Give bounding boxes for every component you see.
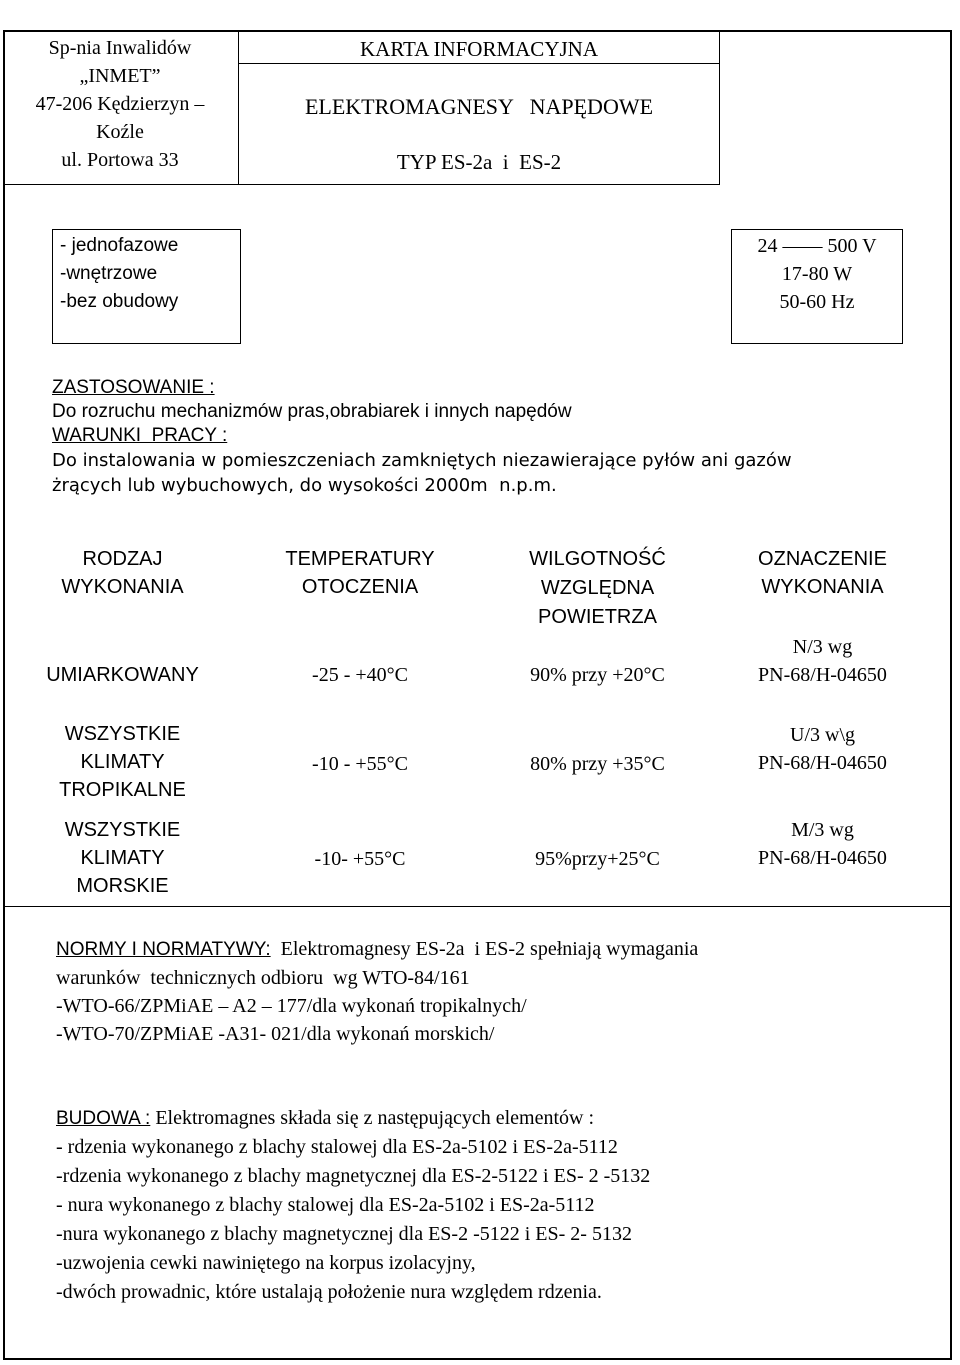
- application-heading: ZASTOSOWANIE :: [52, 377, 215, 398]
- company-line: 47-206 Kędzierzyn –: [35, 93, 205, 115]
- construction-heading: BUDOWA :: [56, 1108, 151, 1129]
- header-bottom-rule: [3, 184, 720, 185]
- marking-text: M/3 wg: [791, 819, 854, 841]
- type-text: KLIMATY: [80, 847, 165, 869]
- features-left: [60, 232, 178, 316]
- marking-text: U/3 w\g: [790, 724, 855, 746]
- norms-section: [56, 935, 698, 1048]
- marking-text: PN-68/H-04650: [758, 752, 887, 774]
- row-3-temperature: -10- +55°C: [314, 848, 406, 870]
- construction-item: - nura wykonanego z blachy stalowej dla ES-2a-5102 i ES-2a-5112: [56, 1194, 595, 1216]
- type-text: KLIMATY: [80, 751, 165, 773]
- table-bottom-rule: [3, 906, 952, 907]
- feature-item: -wnętrzowe: [60, 263, 158, 284]
- type-text: MORSKIE: [76, 875, 169, 897]
- norms-line: warunków technicznych odbioru wg WTO-84/161: [56, 967, 470, 989]
- norms-first-line: [56, 935, 698, 964]
- company-line: „INMET”: [79, 65, 161, 87]
- marking-text: PN-68/H-04650: [758, 664, 887, 686]
- header-text: WYKONANIA: [61, 576, 184, 598]
- product-title: ELEKTROMAGNESY NAPĘDOWE: [304, 94, 654, 119]
- marking-text: PN-68/H-04650: [758, 847, 887, 869]
- row-1-type: UMIARKOWANY: [46, 664, 199, 686]
- row-2-type: [20, 720, 225, 804]
- header-text: POWIETRZA: [538, 606, 657, 628]
- header-text: WZGLĘDNA: [540, 577, 655, 599]
- table-header-temperature: [250, 545, 470, 601]
- row-2-humidity: 80% przy +35°C: [530, 753, 665, 775]
- feature-item: -bez obudowy: [60, 291, 179, 312]
- type-line: TYP ES-2a i ES-2: [396, 150, 562, 174]
- row-3-humidity: 95%przy+25°C: [535, 848, 660, 870]
- conditions-text: Do instalowania w pomieszczeniach zamkniętych niezawierające pyłów ani gazów: [52, 450, 792, 471]
- type-text: WSZYSTKIE: [64, 723, 181, 745]
- header-text: WYKONANIA: [761, 576, 884, 598]
- company-line: ul. Portowa 33: [61, 149, 179, 171]
- conditions-text: żrących lub wybuchowych, do wysokości 2000m n.p.m.: [52, 475, 557, 496]
- feature-item: - jednofazowe: [60, 235, 179, 256]
- header-text: OTOCZENIA: [301, 576, 419, 598]
- document-title: KARTA INFORMACYJNA: [359, 37, 598, 61]
- title-rule: [238, 63, 720, 64]
- construction-item: -uzwojenia cewki nawiniętego na korpus izolacyjny,: [56, 1252, 476, 1274]
- construction-section: [56, 1104, 650, 1307]
- norms-line: -WTO-66/ZPMiAE – A2 – 177/dla wykonań tropikalnych/: [56, 995, 527, 1017]
- construction-item: -rdzenia wykonanego z blachy magnetycznej dla ES-2-5122 i ES- 2 -5132: [56, 1165, 651, 1187]
- features-right: [733, 232, 901, 316]
- construction-intro: Elektromagnes składa się z następujących elementów :: [150, 1107, 595, 1129]
- company-address: [5, 34, 235, 174]
- type-text: WSZYSTKIE: [64, 819, 181, 841]
- construction-item: -dwóch prowadnic, które ustalają położenie nura względem rdzenia.: [56, 1281, 602, 1303]
- norms-intro: Elektromagnesy ES-2a i ES-2 spełniają wymagania: [270, 938, 699, 960]
- company-line: Sp-nia Inwalidów: [48, 37, 192, 59]
- header-top-rule: [3, 30, 720, 31]
- row-3-marking: [735, 816, 910, 872]
- conditions-heading: WARUNKI PRACY :: [52, 425, 228, 446]
- application-text: Do rozruchu mechanizmów pras,obrabiarek i innych napędów: [52, 401, 572, 422]
- construction-first-line: [56, 1104, 650, 1133]
- construction-item: -nura wykonanego z blachy magnetycznej dla ES-2 -5122 i ES- 2- 5132: [56, 1223, 632, 1245]
- row-2-temperature: -10 - +55°C: [312, 753, 408, 775]
- table-header-marking: [735, 545, 910, 601]
- header-text: WILGOTNOŚĆ: [529, 548, 666, 570]
- voltage-range: 24 —— 500 V: [757, 235, 877, 257]
- header-text: OZNACZENIE: [758, 548, 887, 570]
- row-2-marking: [735, 721, 910, 777]
- marking-text: N/3 wg: [792, 636, 853, 658]
- company-line: Koźle: [96, 121, 144, 143]
- type-text: TROPIKALNE: [59, 779, 186, 801]
- construction-item: - rdzenia wykonanego z blachy stalowej dla ES-2a-5102 i ES-2a-5112: [56, 1136, 618, 1158]
- header-text: TEMPERATURY: [285, 548, 435, 570]
- norms-heading: NORMY I NORMATYWY:: [56, 939, 271, 960]
- header-text: RODZAJ: [82, 548, 163, 570]
- row-1-temperature: -25 - +40°C: [312, 664, 408, 686]
- row-1-humidity: 90% przy +20°C: [530, 664, 665, 686]
- power-range: 17-80 W: [781, 263, 853, 285]
- table-header-humidity: [490, 545, 705, 632]
- row-3-type: [20, 816, 225, 900]
- header-divider: [238, 30, 239, 185]
- frequency-range: 50-60 Hz: [779, 291, 855, 313]
- row-1-marking: [735, 633, 910, 689]
- table-header-type: [20, 545, 225, 601]
- header-right-divider: [719, 30, 720, 185]
- norms-line: -WTO-70/ZPMiAE -A31- 021/dla wykonań morskich/: [56, 1023, 495, 1045]
- application-section: [52, 376, 792, 498]
